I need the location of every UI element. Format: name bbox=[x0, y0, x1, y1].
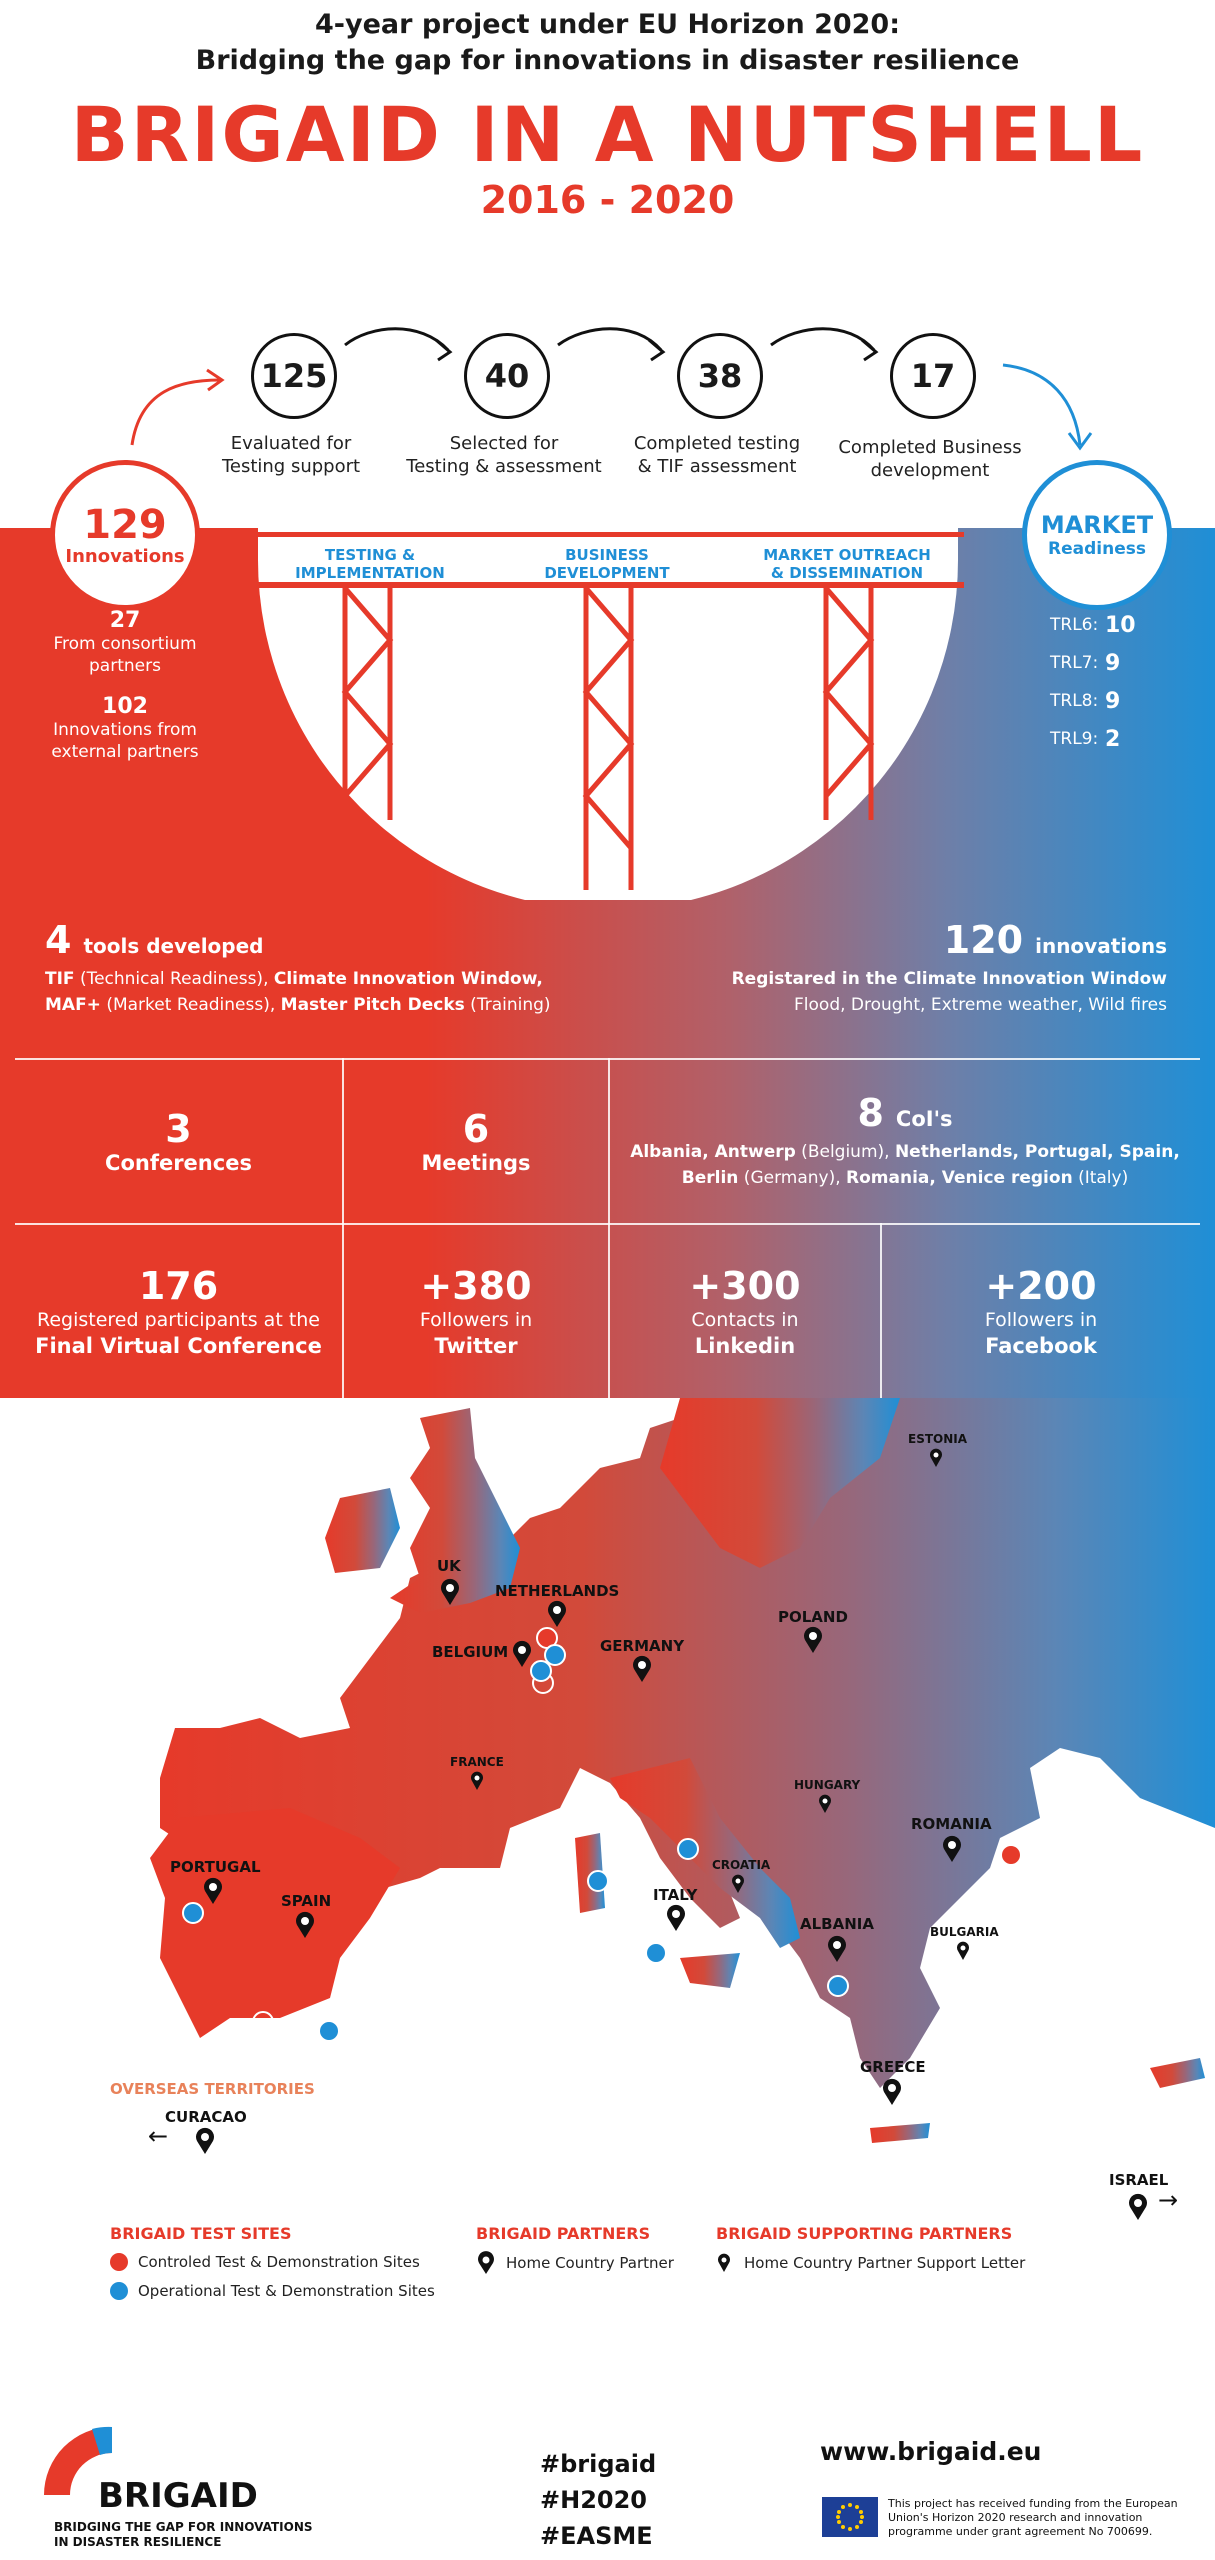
hashtag-easme[interactable]: #EASME bbox=[540, 2522, 653, 2550]
map-crete bbox=[870, 2123, 930, 2143]
process-circle-selected: 40 bbox=[464, 333, 550, 419]
map-pin-icon bbox=[193, 2127, 217, 2155]
market-subtitle: Readiness bbox=[1048, 539, 1146, 559]
map-pin-icon bbox=[940, 1835, 964, 1863]
controlled-site-dot bbox=[252, 2011, 274, 2033]
operational-site-dot bbox=[827, 1975, 849, 1997]
operational-site-dot bbox=[677, 1838, 699, 1860]
blue-dot-icon bbox=[110, 2282, 128, 2300]
trl-row: TRL9: 2 bbox=[1050, 726, 1121, 752]
linkedin-stat: +300 Contacts in Linkedin bbox=[689, 1263, 801, 1358]
support-pin-icon bbox=[928, 1448, 944, 1468]
map-pin-icon bbox=[880, 2078, 904, 2106]
map-pin-icon bbox=[630, 1655, 654, 1683]
process-circle-business: 17 bbox=[890, 333, 976, 419]
innovations-value: 129 bbox=[83, 501, 167, 548]
innovations-label: Innovations bbox=[65, 545, 185, 567]
funding-notice: This project has received funding from the European Union's Horizon 2020 research and innovation programme under grant agreement No 700699. bbox=[888, 2497, 1178, 2538]
legend-partners-title: BRIGAID PARTNERS bbox=[476, 2224, 651, 2243]
process-circle-completed-testing: 38 bbox=[677, 333, 763, 419]
arrow-3 bbox=[771, 329, 874, 350]
external-stat: 102 Innovations from external partners bbox=[51, 694, 199, 762]
trl-row: TRL8: 9 bbox=[1050, 688, 1121, 714]
red-dot-icon bbox=[110, 2253, 128, 2271]
map-label-netherlands: NETHERLANDS bbox=[495, 1582, 620, 1600]
process-caption-selected: Selected for Testing & assessment bbox=[406, 433, 602, 477]
market-readiness-circle bbox=[1022, 460, 1172, 610]
map-label-poland: POLAND bbox=[778, 1608, 848, 1626]
page-title: BRIGAID IN A NUTSHELL bbox=[70, 90, 1145, 179]
innovations-circle bbox=[50, 460, 200, 610]
map-pin-icon bbox=[1126, 2193, 1150, 2221]
map-label-hungary: HUNGARY bbox=[794, 1778, 861, 1792]
hashtag-brigaid[interactable]: #brigaid bbox=[540, 2450, 657, 2478]
facebook-stat: +200 Followers in Facebook bbox=[984, 1263, 1098, 1358]
legend-operational: Operational Test & Demonstration Sites bbox=[110, 2282, 435, 2300]
participants-stat: 176 Registered participants at the Final Virtual Conference bbox=[35, 1263, 322, 1358]
legend-support-letter: Home Country Partner Support Letter bbox=[716, 2253, 1025, 2273]
operational-site-dot bbox=[587, 1870, 609, 1892]
meetings-stat: 6 Meetings bbox=[421, 1106, 531, 1175]
map-label-greece: GREECE bbox=[860, 2058, 926, 2076]
market-title: MARKET bbox=[1040, 511, 1154, 539]
map-label-albania: ALBANIA bbox=[800, 1915, 874, 1933]
map-label-israel: ISRAEL bbox=[1109, 2171, 1169, 2189]
operational-site-dot bbox=[645, 1942, 667, 1964]
arrow-2 bbox=[558, 329, 661, 350]
map-label-germany: GERMANY bbox=[600, 1637, 685, 1655]
map-label-romania: ROMANIA bbox=[911, 1815, 992, 1833]
process-circle-evaluated: 125 bbox=[251, 333, 337, 419]
website-link[interactable]: www.brigaid.eu bbox=[820, 2437, 1042, 2466]
legend-supporting-title: BRIGAID SUPPORTING PARTNERS bbox=[716, 2224, 1013, 2243]
support-pin-icon bbox=[716, 2253, 732, 2273]
map-label-france: FRANCE bbox=[450, 1755, 504, 1769]
cols-stat: 8 CoI's Albania, Antwerp (Belgium), Netherlands, Portugal, Spain, Berlin (Germany), Romania, Venice region (Italy) bbox=[630, 1090, 1180, 1188]
trl-list bbox=[1050, 606, 1190, 758]
map-pin-icon bbox=[801, 1626, 825, 1654]
arrow-end bbox=[1003, 365, 1080, 445]
map-pin-icon bbox=[664, 1904, 688, 1932]
map-cyprus bbox=[1150, 2058, 1205, 2088]
overseas-territories-label: OVERSEAS TERRITORIES bbox=[110, 2080, 315, 2098]
legend-test-sites-title: BRIGAID TEST SITES bbox=[110, 2224, 292, 2243]
header-subtitle-line2: Bridging the gap for innovations in disaster resilience bbox=[195, 45, 1020, 76]
map-pin-icon bbox=[510, 1640, 534, 1668]
process-caption-evaluated: Evaluated for Testing support bbox=[221, 433, 361, 477]
support-pin-icon bbox=[955, 1941, 971, 1961]
operational-site-dot bbox=[182, 1902, 204, 1924]
eu-flag-icon bbox=[822, 2497, 878, 2537]
bridge-label-business: BUSINESS DEVELOPMENT bbox=[544, 546, 670, 582]
arrow-1 bbox=[345, 329, 448, 350]
header-subtitle-line1: 4-year project under EU Horizon 2020: bbox=[314, 9, 901, 40]
map-pin-icon bbox=[293, 1911, 317, 1939]
europe-map bbox=[0, 1398, 1215, 2228]
map-pin-icon bbox=[438, 1578, 462, 1606]
hashtag-h2020[interactable]: #H2020 bbox=[540, 2486, 647, 2514]
support-pin-icon bbox=[817, 1794, 833, 1814]
trl-row: TRL7: 9 bbox=[1050, 650, 1121, 676]
bridge-label-testing: TESTING & IMPLEMENTATION bbox=[295, 546, 445, 582]
legend-home-partner: Home Country Partner bbox=[476, 2251, 674, 2275]
map-pin-icon bbox=[825, 1935, 849, 1963]
twitter-stat: +380 Followers in Twitter bbox=[419, 1263, 533, 1358]
support-pin-icon bbox=[469, 1771, 485, 1791]
map-label-estonia: ESTONIA bbox=[908, 1432, 968, 1446]
controlled-site-dot bbox=[1000, 1844, 1022, 1866]
map-label-belgium: BELGIUM bbox=[432, 1643, 509, 1661]
map-label-spain: SPAIN bbox=[281, 1892, 332, 1910]
bridge-label-market: MARKET OUTREACH & DISSEMINATION bbox=[763, 546, 931, 582]
map-pin-icon bbox=[201, 1877, 225, 1905]
legend-controlled: Controled Test & Demonstration Sites bbox=[110, 2253, 420, 2271]
map-label-uk: UK bbox=[437, 1557, 461, 1575]
operational-site-dot bbox=[318, 2020, 340, 2042]
map-label-croatia: CROATIA bbox=[712, 1858, 771, 1872]
brigaid-tagline: BRIDGING THE GAP FOR INNOVATIONS IN DISASTER RESILIENCE bbox=[54, 2520, 313, 2549]
map-label-bulgaria: BULGARIA bbox=[930, 1925, 999, 1939]
consortium-stat: 27 From consortium partners bbox=[53, 608, 197, 676]
arrow-right-icon: → bbox=[1158, 2186, 1179, 2214]
tools-block: 4 tools developed TIF (Technical Readiness), Climate Innovation Window, MAF+ (Market Readiness), Master Pitch Decks (Training) bbox=[45, 918, 551, 1015]
map-label-italy: ITALY bbox=[653, 1886, 698, 1904]
map-sicily bbox=[680, 1953, 740, 1988]
map-ireland bbox=[325, 1488, 400, 1573]
registered-block: 120 innovations Registared in the Climate Innovation Window Flood, Drought, Extreme weather, Wild fires bbox=[731, 918, 1167, 1015]
trl-row: TRL6: 10 bbox=[1050, 612, 1136, 638]
map-label-curacao: CURACAO bbox=[165, 2108, 247, 2126]
support-pin-icon bbox=[730, 1874, 746, 1894]
brigaid-logo-text: BRIGAID bbox=[98, 2476, 258, 2516]
process-caption-completed-testing: Completed testing & TIF assessment bbox=[633, 433, 801, 477]
arrow-left-icon: ← bbox=[148, 2122, 169, 2150]
map-label-portugal: PORTUGAL bbox=[170, 1858, 261, 1876]
project-years: 2016 - 2020 bbox=[480, 178, 735, 222]
conferences-stat: 3 Conferences bbox=[105, 1106, 252, 1175]
process-caption-business: Completed Business development bbox=[838, 437, 1022, 481]
map-pin-icon bbox=[545, 1600, 569, 1628]
map-pin-icon bbox=[476, 2251, 496, 2275]
